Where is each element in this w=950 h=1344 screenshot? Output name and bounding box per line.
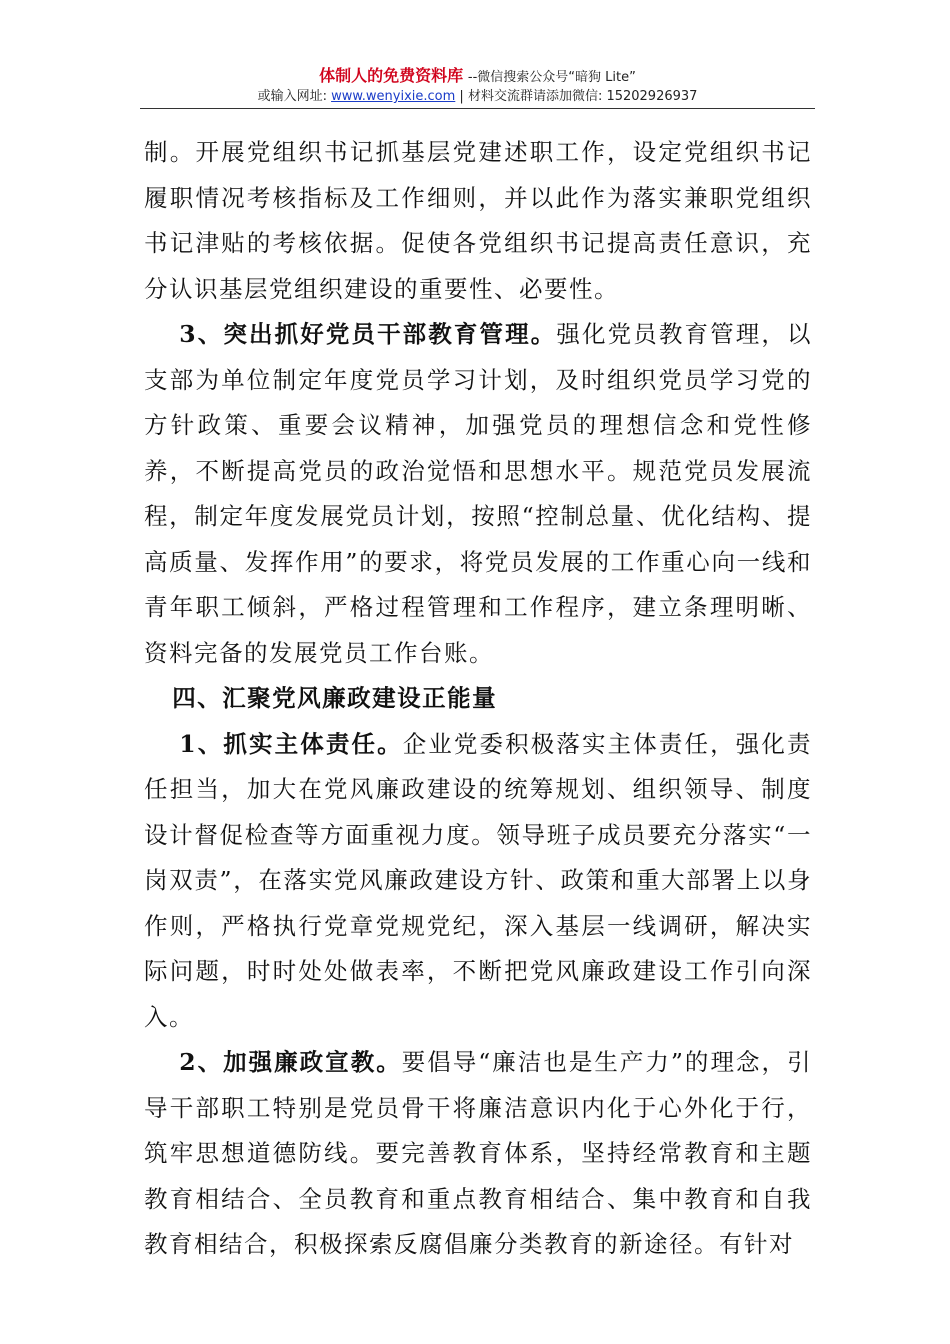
paragraph-text: 强化党员教育管理，以支部为单位制定年度党员学习计划，及时组织党员学习党的方针政策、重要会议精神，加强党员的理想信念和党性修养，不断提高党员的政治觉悟和思想水平。规范党员发展流程，制定年度发展党员计划，按照“控制总量、优化结构、提高质量、发挥作用”的要求，将党员发展的工作重心向一线和青年职工倾斜，严格过程管理和工作程序，建立条理明晰、资料完备的发展党员工作台账。 <box>144 320 813 667</box>
header-title-line <box>140 66 815 88</box>
header-divider <box>140 108 815 109</box>
paragraph-text: 企业党委积极落实主体责任，强化责任担当，加大在党风廉政建设的统筹规划、组织领导、制度设计督促检查等方面重视力度。领导班子成员要充分落实“一岗双责”，在落实党风廉政建设方针、政策和重大部署上以身作则，严格执行党章党规党纪，深入基层一线调研，解决实际问题，时时处处做表率，不断把党风廉政建设工作引向深入。 <box>144 729 812 1031</box>
paragraph-item-3 <box>144 312 812 676</box>
paragraph-lead: 2、加强廉政宣教。 <box>179 1048 402 1076</box>
paragraph-item-1 <box>144 722 812 1041</box>
paragraph-lead: 3、突出抓好党员干部教育管理。 <box>179 320 557 348</box>
page-header <box>140 66 815 106</box>
contact-info: | 材料交流群请添加微信: 15202926937 <box>455 89 698 104</box>
header-url-line <box>140 88 815 106</box>
paragraph-item-2 <box>144 1040 812 1268</box>
paragraph-continuation <box>144 130 812 312</box>
paragraph-text: 制。开展党组织书记抓基层党建述职工作，设定党组织书记履职情况考核指标及工作细则，并以此作为落实兼职党组织书记津贴的考核依据。促使各党组织书记提高责任意识，充分认识基层党组织建设的重要性、必要性。 <box>144 138 812 303</box>
website-link[interactable]: www.wenyixie.com <box>331 89 456 104</box>
wechat-hint: --微信搜索公众号“暗狗 Lite” <box>467 70 636 85</box>
section-heading: 四、汇聚党风廉政建设正能量 <box>172 684 498 712</box>
paragraph-text: 要倡导“廉洁也是生产力”的理念，引导干部职工特别是党员骨干将廉洁意识内化于心外化于行，筑牢思想道德防线。要完善教育体系，坚持经常教育和主题教育相结合、全员教育和重点教育相结合、集中教育和自我教育相结合，积极探索反腐倡廉分类教育的新途径。有针对 <box>144 1048 812 1258</box>
url-prefix: 或输入网址: <box>257 89 332 104</box>
document-body <box>144 130 812 1268</box>
brand-title: 体制人的免费资料库 <box>319 66 464 85</box>
paragraph-lead: 1、抓实主体责任。 <box>179 729 403 758</box>
